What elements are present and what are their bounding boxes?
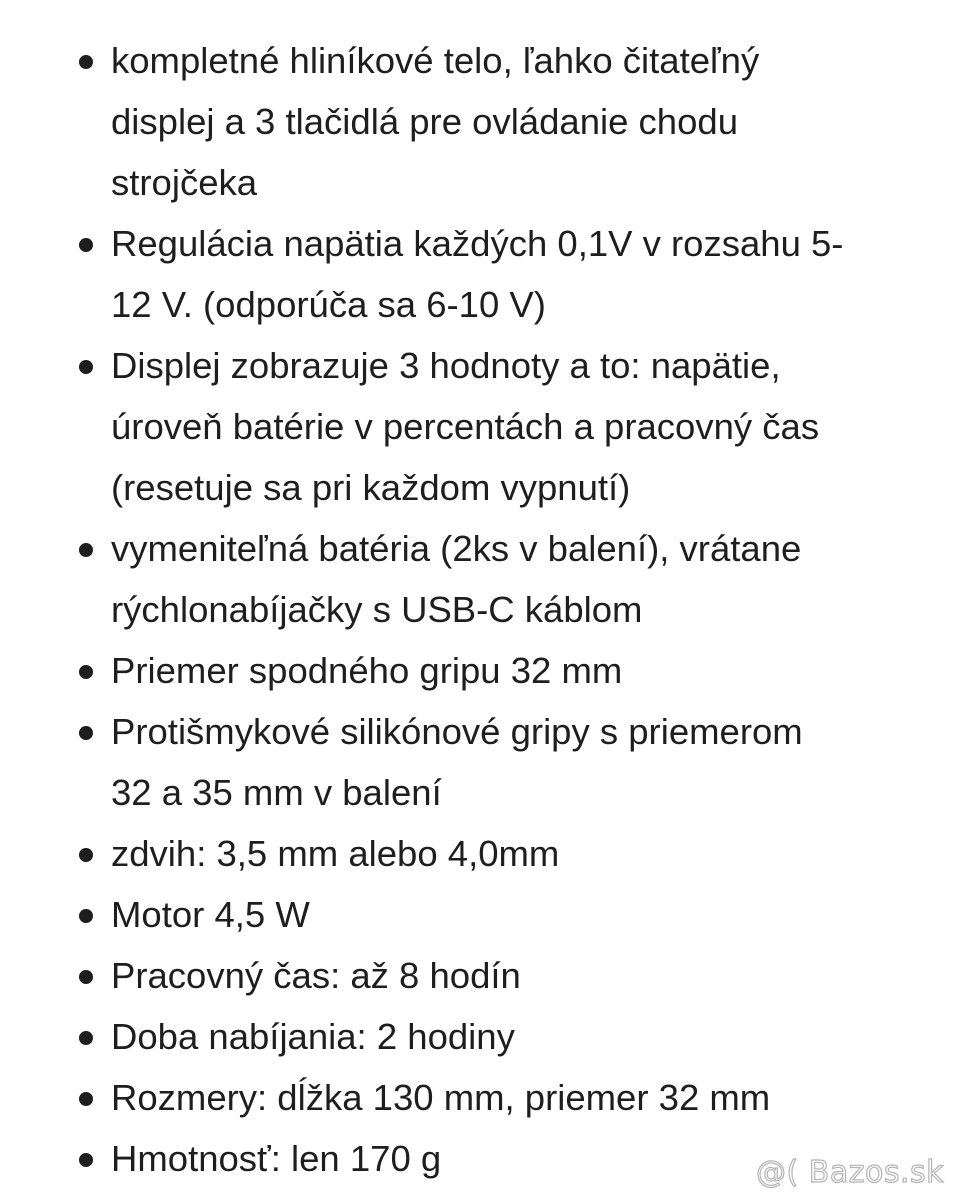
- bazos-watermark: @( Bazos.sk: [756, 1155, 944, 1190]
- spec-item-battery: [0, 518, 960, 640]
- spec-text: Hmotnosť: len 170 g: [111, 1138, 442, 1179]
- spec-text: Protišmykové silikónové gripy s priemerom 32 a 35 mm v balení: [111, 711, 803, 813]
- spec-text: Rozmery: dĺžka 130 mm, priemer 32 mm: [111, 1077, 771, 1118]
- bullet-icon: [79, 543, 93, 557]
- spec-item-grip-diameter: [0, 640, 960, 701]
- spec-item-dimensions: [0, 1067, 960, 1128]
- spec-text: Doba nabíjania: 2 hodiny: [111, 1016, 515, 1057]
- spec-item-construction: [0, 30, 960, 213]
- bullet-icon: [79, 55, 93, 69]
- bullet-icon: [79, 1153, 93, 1167]
- bullet-icon: [79, 970, 93, 984]
- spec-item-motor: [0, 884, 960, 945]
- bullet-icon: [79, 848, 93, 862]
- bullet-icon: [79, 665, 93, 679]
- spec-item-working-time: [0, 945, 960, 1006]
- spec-item-voltage: [0, 213, 960, 335]
- spec-text: zdvih: 3,5 mm alebo 4,0mm: [111, 833, 560, 874]
- spec-item-silicone-grips: [0, 701, 960, 823]
- bullet-icon: [79, 1092, 93, 1106]
- spec-list: [0, 30, 960, 1189]
- bullet-icon: [79, 726, 93, 740]
- spec-text: Motor 4,5 W: [111, 894, 310, 935]
- bullet-icon: [79, 360, 93, 374]
- spec-text: Pracovný čas: až 8 hodín: [111, 955, 521, 996]
- spec-item-stroke: [0, 823, 960, 884]
- spec-item-charging-time: [0, 1006, 960, 1067]
- bullet-icon: [79, 238, 93, 252]
- spec-text: Regulácia napätia každých 0,1V v rozsahu 5- 12 V. (odporúča sa 6-10 V): [111, 223, 844, 325]
- spec-text: Displej zobrazuje 3 hodnoty a to: napätie, úroveň batérie v percentách a pracovný čas (resetuje sa pri každom vypnutí): [111, 345, 820, 508]
- bullet-icon: [79, 909, 93, 923]
- spec-text: vymeniteľná batéria (2ks v balení), vrátane rýchlonabíjačky s USB-C káblom: [111, 528, 802, 630]
- bullet-icon: [79, 1031, 93, 1045]
- spec-item-display: [0, 335, 960, 518]
- spec-text: kompletné hliníkové telo, ľahko čitateľný displej a 3 tlačidlá pre ovládanie chodu strojčeka: [111, 40, 760, 203]
- spec-text: Priemer spodného gripu 32 mm: [111, 650, 623, 691]
